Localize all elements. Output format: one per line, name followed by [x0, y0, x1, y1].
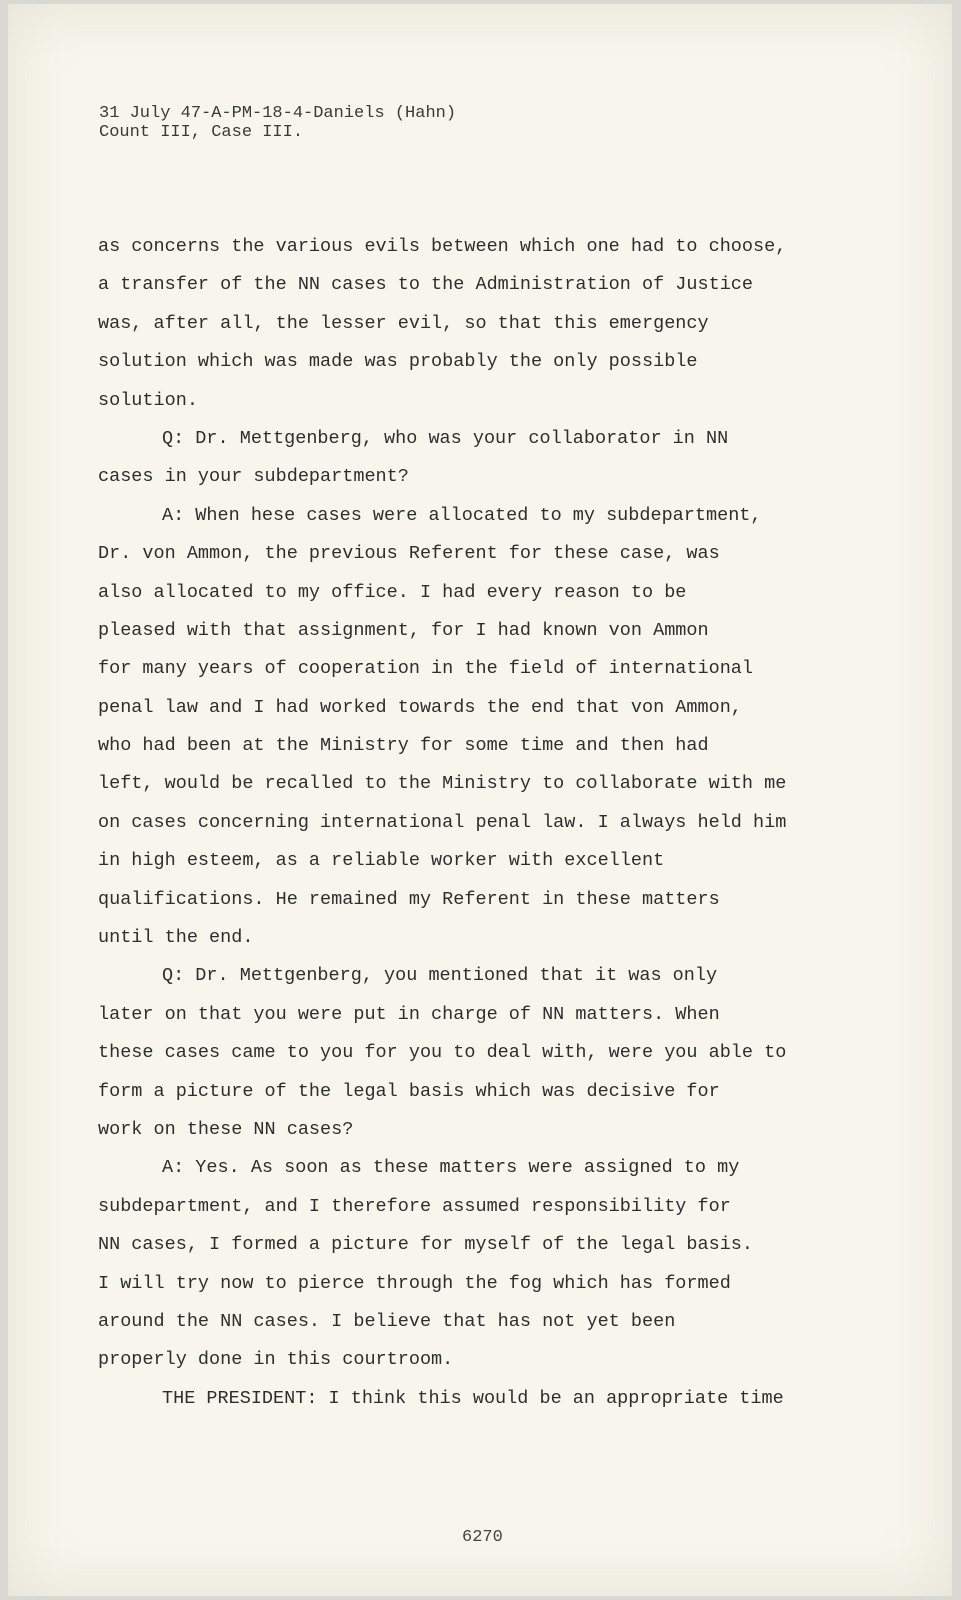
- transcript-line: qualifications. He remained my Referent in these matters: [98, 888, 720, 910]
- transcript-line: pleased with that assignment, for I had known von Ammon: [98, 619, 709, 641]
- transcript-line: form a picture of the legal basis which was decisive for: [98, 1080, 720, 1102]
- transcript-line: on cases concerning international penal law. I always held him: [98, 811, 787, 833]
- transcript-line: subdepartment, and I therefore assumed responsibility for: [98, 1195, 731, 1217]
- transcript-line: cases in your subdepartment?: [98, 466, 409, 488]
- header-line-date-session: 31 July 47-A-PM-18-4-Daniels (Hahn): [99, 104, 457, 123]
- transcript-line: penal law and I had worked towards the end that von Ammon,: [98, 696, 742, 718]
- transcript-line: a transfer of the NN cases to the Administration of Justice: [98, 274, 754, 296]
- transcript-line: Dr. von Ammon, the previous Referent for these case, was: [98, 543, 720, 565]
- transcript-line: in high esteem, as a reliable worker with excellent: [98, 850, 665, 872]
- transcript-line: was, after all, the lesser evil, so that this emergency: [98, 312, 709, 334]
- document-page: [8, 4, 952, 1596]
- transcript-line: who had been at the Ministry for some time and then had: [98, 735, 709, 757]
- transcript-line: THE PRESIDENT: I think this would be an appropriate time: [162, 1387, 784, 1409]
- transcript-line: until the end.: [98, 927, 254, 949]
- transcript-line: as concerns the various evils between which one had to choose,: [98, 236, 787, 257]
- transcript-line: work on these NN cases?: [98, 1118, 354, 1140]
- transcript-line: around the NN cases. I believe that has not yet been: [98, 1310, 676, 1332]
- page-number: 6270: [462, 1528, 503, 1547]
- transcript-line: solution.: [98, 389, 198, 411]
- header-line-count-case: Count III, Case III.: [99, 123, 304, 142]
- transcript-line: later on that you were put in charge of NN matters. When: [98, 1003, 720, 1025]
- transcript-line: left, would be recalled to the Ministry to collaborate with me: [98, 773, 787, 795]
- transcript-line: Q: Dr. Mettgenberg, you mentioned that it was only: [162, 965, 718, 987]
- transcript-line: solution which was made was probably the only possible: [98, 351, 698, 373]
- transcript-line: I will try now to pierce through the fog which has formed: [98, 1272, 731, 1294]
- transcript-line: these cases came to you for you to deal with, were you able to: [98, 1042, 787, 1064]
- transcript-line: also allocated to my office. I had every reason to be: [98, 581, 687, 603]
- transcript-line: properly done in this courtroom.: [98, 1349, 454, 1371]
- transcript-line: NN cases, I formed a picture for myself of the legal basis.: [98, 1234, 754, 1256]
- transcript-line: A: When hese cases were allocated to my subdepartment,: [162, 504, 762, 526]
- transcript-line: A: Yes. As soon as these matters were assigned to my: [162, 1157, 740, 1179]
- transcript-line: Q: Dr. Mettgenberg, who was your collaborator in NN: [162, 427, 729, 449]
- transcript-body: [98, 228, 898, 1418]
- document-header: [99, 104, 456, 142]
- transcript-line: for many years of cooperation in the field of international: [98, 658, 754, 680]
